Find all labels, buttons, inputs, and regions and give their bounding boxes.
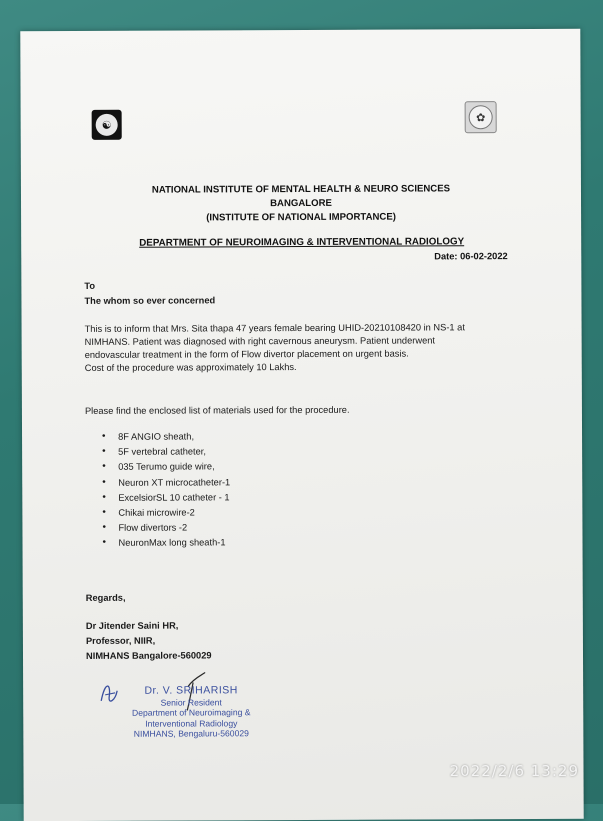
stamp-line: Interventional Radiology [145, 717, 238, 729]
salutation-whom: The whom so ever concerned [84, 295, 216, 306]
list-item: • ExcelsiorSL 10 catheter - 1 [102, 492, 230, 508]
institute-name: NATIONAL INSTITUTE OF MENTAL HEALTH & NEURO SCIENCES [151, 183, 451, 196]
camera-timestamp: 2022/2/6 13:29 [449, 762, 579, 780]
list-item: • 035 Terumo guide wire, [102, 462, 230, 478]
signatory-institute: NIMHANS Bangalore-560029 [85, 650, 212, 661]
resident-stamp [101, 685, 281, 739]
stamp-line: NIMHANS, Bengaluru-560029 [133, 728, 249, 739]
signatory-name: Dr Jitender Saini HR, [85, 620, 179, 631]
materials-list [102, 431, 230, 553]
stamp-line: Department of Neuroimaging & [131, 707, 251, 718]
body-line: endovascular treatment in the form of Flow divertor placement on urgent basis. [84, 348, 409, 360]
list-item: • 8F ANGIO sheath, [102, 431, 230, 447]
list-item: • Chikai microwire-2 [102, 507, 230, 523]
emblem-icon: ☯ [96, 114, 118, 136]
salutation-to: To [84, 280, 96, 291]
department-title: DEPARTMENT OF NEUROIMAGING & INTERVENTIONAL RADIOLOGY [139, 236, 465, 249]
institute-logo-right [465, 101, 497, 133]
list-item: • NeuronMax long sheath-1 [102, 538, 230, 554]
brain-emblem-icon: ✿ [469, 105, 493, 129]
signatory-title: Professor, NIIR, [85, 635, 156, 646]
letter-sheet [20, 29, 583, 821]
body-line: NIMHANS. Patient was diagnosed with right cavernous aneurysm. Patient underwent [84, 335, 436, 347]
list-item: • 5F vertebral catheter, [102, 447, 230, 463]
list-item: • Neuron XT microcatheter-1 [102, 477, 230, 493]
body-line: Cost of the procedure was approximately 10 Lakhs. [84, 362, 297, 373]
list-item: • Flow divertors -2 [102, 522, 230, 538]
stamp-line: Senior Resident [160, 696, 222, 708]
body-paragraph [85, 321, 515, 375]
letter-date: Date: 06-02-2022 [434, 251, 508, 262]
institute-city: BANGALORE [270, 197, 332, 210]
body-line: This is to inform that Mrs. Sita thapa 47 years female bearing UHID-20210108420 in NS-1 at [84, 322, 465, 334]
closing-regards: Regards, [85, 592, 126, 603]
enclosed-intro: Please find the enclosed list of materials used for the procedure. [84, 404, 350, 416]
institute-status: (INSTITUTE OF NATIONAL IMPORTANCE) [206, 211, 396, 224]
stamp-name: Dr. V. SRIHARISH [144, 684, 238, 697]
institute-logo-left [92, 110, 122, 140]
